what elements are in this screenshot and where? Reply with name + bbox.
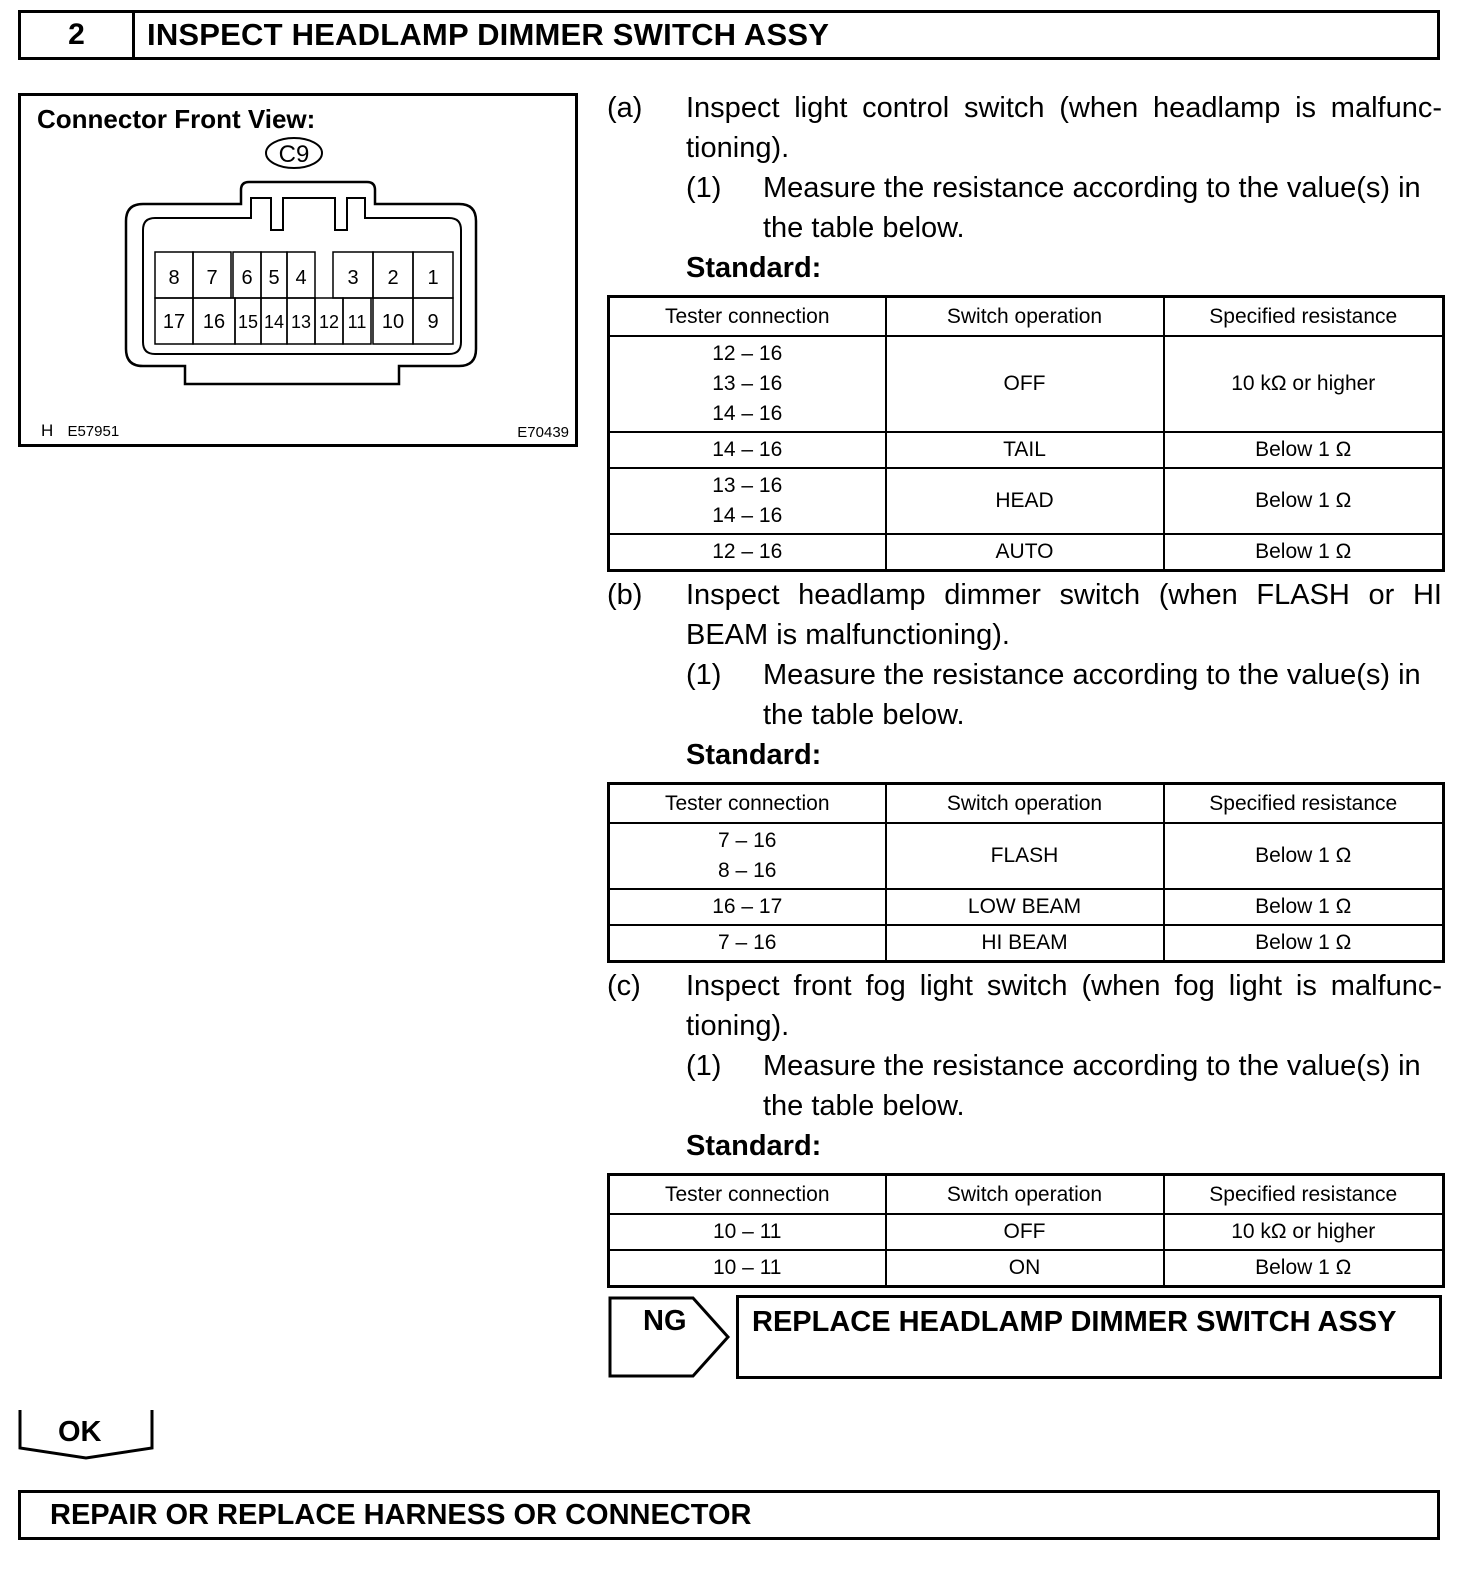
table-row	[609, 468, 1444, 534]
connector-id-label: C9	[278, 141, 310, 168]
specified-resistance: Below 1 Ω	[1164, 889, 1444, 925]
connector-diagram	[21, 96, 575, 444]
tester-connection-cell	[609, 925, 886, 962]
tester-connection-cell	[609, 889, 886, 925]
section-a	[607, 88, 1442, 168]
pin-label: 15	[237, 312, 259, 332]
pin-label: 8	[168, 267, 180, 289]
section-c-step-text: Measure the resistance according to the value(s) in the table below.	[763, 1050, 1421, 1122]
section-b-step-text: Measure the resistance according to the value(s) in the table below.	[763, 659, 1421, 731]
pin-label: 3	[347, 267, 359, 289]
section-c-text: Inspect front fog light switch (when fog light is malfunc-tioning).	[686, 970, 1442, 1042]
table-row	[609, 534, 1444, 571]
section-a-label: (a)	[607, 92, 643, 124]
table-header: Switch operation	[886, 784, 1164, 824]
ng-action-box: REPLACE HEADLAMP DIMMER SWITCH ASSY	[736, 1295, 1442, 1379]
pin-label: 16	[202, 311, 226, 333]
step-title: INSPECT HEADLAMP DIMMER SWITCH ASSY	[147, 17, 830, 52]
figure-caption: Connector Front View:	[37, 104, 316, 134]
ok-branch	[18, 1408, 156, 1465]
tester-connection: 14 – 16	[712, 438, 783, 461]
figure-code-left: E57951	[67, 423, 120, 440]
switch-operation: LOW BEAM	[886, 889, 1164, 925]
figure-id-left	[41, 421, 119, 441]
section-b-label: (b)	[607, 579, 643, 611]
table-header: Specified resistance	[1164, 784, 1444, 824]
specified-resistance: Below 1 Ω	[1164, 1250, 1444, 1287]
pin-label: 7	[206, 267, 218, 289]
tester-connection-cell	[609, 823, 886, 889]
section-a-standard: Standard:	[686, 252, 822, 284]
tester-connection: 13 – 16	[712, 372, 783, 395]
table-row	[609, 432, 1444, 468]
section-a-text: Inspect light control switch (when headlamp is malfunc-tioning).	[686, 92, 1442, 164]
figure-code-right: E70439	[517, 424, 569, 441]
specified-resistance: 10 kΩ or higher	[1164, 336, 1444, 432]
table-header: Tester connection	[609, 784, 886, 824]
table-header: Specified resistance	[1164, 1175, 1444, 1215]
tester-connection: 12 – 16	[712, 342, 783, 365]
table-header: Tester connection	[609, 297, 886, 337]
pin-label: 10	[381, 311, 405, 333]
section-c-standard: Standard:	[686, 1130, 822, 1162]
specified-resistance: Below 1 Ω	[1164, 468, 1444, 534]
step-header	[18, 10, 1440, 60]
ng-branch	[607, 1295, 1442, 1379]
table-row	[609, 823, 1444, 889]
specified-resistance: 10 kΩ or higher	[1164, 1214, 1444, 1250]
table-row	[609, 1214, 1444, 1250]
specified-resistance: Below 1 Ω	[1164, 534, 1444, 571]
spec-table-b	[607, 782, 1445, 963]
section-a-step-text: Measure the resistance according to the value(s) in the table below.	[763, 172, 1421, 244]
table-header: Tester connection	[609, 1175, 886, 1215]
table-header: Switch operation	[886, 1175, 1164, 1215]
tester-connection: 7 – 16	[718, 829, 777, 852]
tester-connection-cell	[609, 1250, 886, 1287]
spec-table-c	[607, 1173, 1445, 1288]
tester-connection-cell	[609, 534, 886, 571]
pin-label: 2	[387, 267, 399, 289]
tester-connection-cell	[609, 1214, 886, 1250]
specified-resistance: Below 1 Ω	[1164, 925, 1444, 962]
tester-connection: 8 – 16	[718, 859, 777, 882]
table-row	[609, 1250, 1444, 1287]
section-a-step-label: (1)	[686, 172, 722, 204]
pin-label: 13	[290, 312, 312, 332]
ok-label: OK	[58, 1416, 102, 1448]
step-number: 2	[21, 13, 135, 57]
pin-label: 1	[427, 267, 439, 289]
table-header: Specified resistance	[1164, 297, 1444, 337]
switch-operation: TAIL	[886, 432, 1164, 468]
section-a-step	[686, 168, 1442, 248]
tester-connection-cell	[609, 468, 886, 534]
tester-connection-cell	[609, 336, 886, 432]
ng-label: NG	[643, 1305, 687, 1337]
final-action-box: REPAIR OR REPLACE HARNESS OR CONNECTOR	[18, 1490, 1440, 1540]
switch-operation: OFF	[886, 1214, 1164, 1250]
section-c	[607, 966, 1442, 1046]
spec-table-a	[607, 295, 1445, 572]
connector-figure	[18, 93, 578, 447]
pin-label: 9	[427, 311, 439, 333]
table-row	[609, 336, 1444, 432]
switch-operation: ON	[886, 1250, 1164, 1287]
pin-label: 11	[347, 312, 367, 332]
section-c-label: (c)	[607, 970, 641, 1002]
switch-operation: HEAD	[886, 468, 1164, 534]
pin-label: 6	[241, 267, 253, 289]
tester-connection: 16 – 17	[712, 895, 783, 918]
section-b-standard: Standard:	[686, 739, 822, 771]
pin-label: 5	[268, 267, 280, 289]
table-row	[609, 925, 1444, 962]
pin-label: 17	[162, 311, 186, 333]
specified-resistance: Below 1 Ω	[1164, 823, 1444, 889]
tester-connection: 14 – 16	[712, 504, 783, 527]
pin-label: 12	[318, 312, 340, 332]
tester-connection: 7 – 16	[718, 931, 777, 954]
pin-labels	[163, 267, 439, 333]
section-c-step	[686, 1046, 1442, 1126]
switch-operation: AUTO	[886, 534, 1164, 571]
tester-connection: 10 – 11	[712, 1256, 782, 1279]
section-b-step	[686, 655, 1442, 735]
tester-connection: 13 – 16	[712, 474, 783, 497]
section-c-step-label: (1)	[686, 1050, 722, 1082]
switch-operation: HI BEAM	[886, 925, 1164, 962]
tester-connection: 14 – 16	[712, 402, 783, 425]
table-header: Switch operation	[886, 297, 1164, 337]
section-b	[607, 575, 1442, 655]
switch-operation: OFF	[886, 336, 1164, 432]
tester-connection: 10 – 11	[712, 1220, 782, 1243]
procedure-content	[607, 88, 1442, 1291]
tester-connection: 12 – 16	[712, 540, 783, 563]
switch-operation: FLASH	[886, 823, 1164, 889]
section-b-step-label: (1)	[686, 659, 722, 691]
pin-label: 14	[263, 312, 285, 332]
table-row	[609, 889, 1444, 925]
tester-connection-cell	[609, 432, 886, 468]
section-b-text: Inspect headlamp dimmer switch (when FLASH or HI BEAM is malfunctioning).	[686, 579, 1442, 651]
pin-label: 4	[295, 267, 307, 289]
specified-resistance: Below 1 Ω	[1164, 432, 1444, 468]
figure-id-letter: H	[41, 421, 54, 440]
